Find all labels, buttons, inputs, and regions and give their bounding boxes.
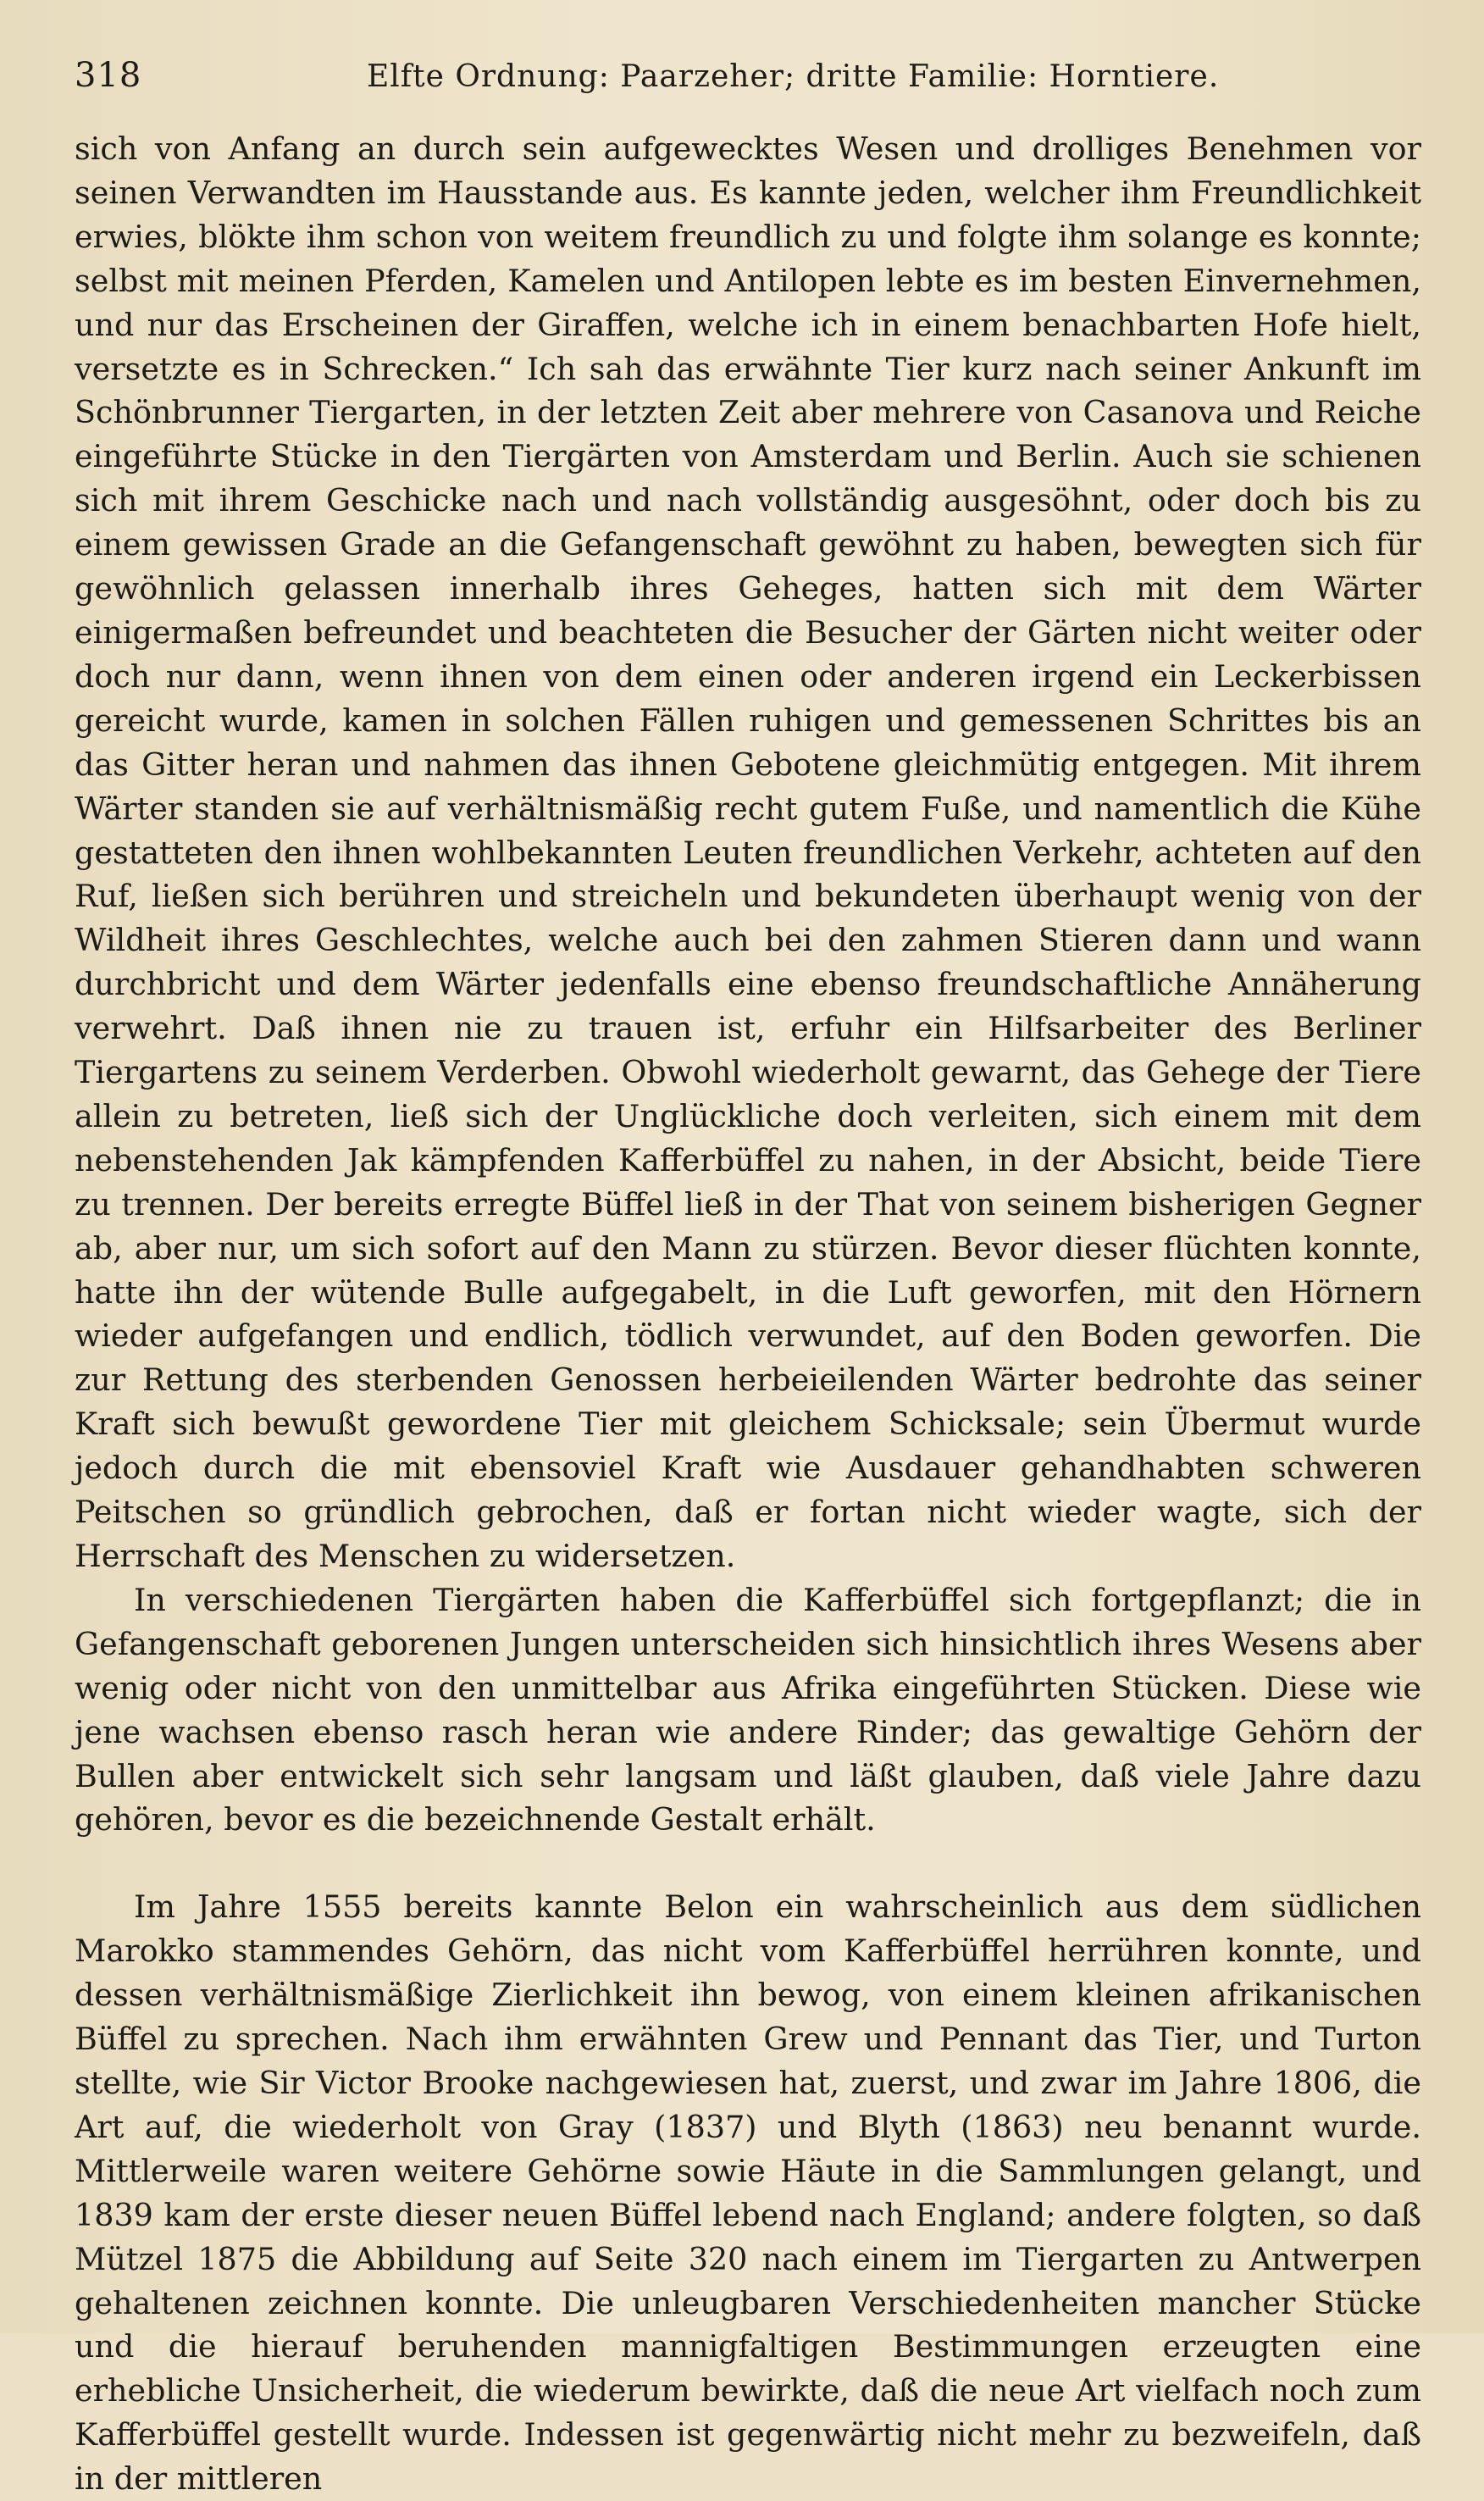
paragraph-continuation: sich von Anfang an durch sein aufgewecktes Wesen und drolliges Benehmen vor seinen Verwandten im Hausstande aus. Es kannte jeden, welcher ihm Freundlichkeit erwies, blökte ihm schon von weitem freundlich zu und folgte ihm solange es konnte; selbst mit meinen Pferden, Kamelen und Antilopen lebte es im besten Einvernehmen, und nur das Erscheinen der Giraffen, welche ich in einem benachbarten Hofe hielt, versetzte es in Schrecken.“ Ich sah das erwähnte Tier kurz nach seiner Ankunft im Schönbrunner Tiergarten, in der letzten Zeit aber mehrere von Casanova und Reiche eingeführte Stücke in den Tiergärten von Amsterdam und Berlin. Auch sie schienen sich mit ihrem Geschicke nach und nach vollständig ausgesöhnt, oder doch bis zu einem gewissen Grade an die Gefangenschaft gewöhnt zu haben, bewegten sich für gewöhnlich gelassen innerhalb ihres Geheges, hatten sich mit dem Wärter einigermaßen befreundet und beachteten die Besucher der Gärten nicht weiter oder doch nur dann, wenn ihnen von dem einen oder anderen irgend ein Leckerbissen gereicht wurde, kamen in solchen Fällen ruhigen und gemessenen Schrittes bis an das Gitter heran und nahmen das ihnen Gebotene gleichmütig entgegen. Mit ihrem Wärter standen sie auf verhältnismäßig recht gutem Fuße, und namentlich die Kühe gestatteten den ihnen wohlbekannten Leuten freundlichen Verkehr, achteten auf den Ruf, ließen sich berühren und streicheln und bekundeten überhaupt wenig von der Wildheit ihres Geschlechtes, welche auch bei den zahmen Stieren dann und wann durchbricht und dem Wärter jedenfalls eine ebenso freundschaftliche Annäherung verwehrt. Daß ihnen nie zu trauen ist, erfuhr ein Hilfsarbeiter des Berliner Tiergartens zu seinem Verderben. Obwohl wiederholt gewarnt, das Gehege der Tiere allein zu betreten, ließ sich der Unglückliche doch verleiten, sich einem mit dem nebenstehenden Jak kämpfenden Kafferbüffel zu nahen, in der Absicht, beide Tiere zu trennen. Der bereits erregte Büffel ließ in der That von seinem bisherigen Gegner ab, aber nur, um sich sofort auf den Mann zu stürzen. Bevor dieser flüchten konnte, hatte ihn der wütende Bulle aufgegabelt, in die Luft geworfen, mit den Hörnern wieder aufgefangen und endlich, tödlich verwundet, auf den Boden geworfen. Die zur Rettung des sterbenden Genossen herbeieilenden Wärter bedrohte das seiner Kraft sich bewußt gewordene Tier mit gleichem Schicksale; sein Übermut wurde jedoch durch die mit ebensoviel Kraft wie Ausdauer gehandhabten schweren Peitschen so gründlich gebrochen, daß er fortan nicht wieder wagte, sich der Herrschaft des Menschen zu widersetzen. [75,130,1421,1574]
page-number: 318 [75,56,142,95]
page-header [75,51,1421,102]
paragraph-history: Im Jahre 1555 bereits kannte Belon ein wahrscheinlich aus dem südlichen Marokko stammendes Gehörn, das nicht vom Kafferbüffel herrühren konnte, und dessen verhältnismäßige Zierlichkeit ihn bewog, von einem kleinen afrikanischen Büffel zu sprechen. Nach ihm erwähnten Grew und Pennant das Tier, und Turton stellte, wie Sir Victor Brooke nachgewiesen hat, zuerst, und zwar im Jahre 1806, die Art auf, die wiederholt von Gray (1837) und Blyth (1863) neu benannt wurde. Mittlerweile waren weitere Gehörne sowie Häute in die Sammlungen gelangt, und 1839 kam der erste dieser neuen Büffel lebend nach England; andere folgten, so daß Mützel 1875 die Abbildung auf Seite 320 nach einem im Tiergarten zu Antwerpen gehaltenen zeichnen konnte. Die unleugbaren Verschiedenheiten mancher Stücke und die hierauf beruhenden mannigfaltigen Bestimmungen erzeugten eine erhebliche Unsicherheit, die wiederum bewirkte, daß die neue Art vielfach noch zum Kafferbüffel gestellt wurde. Indessen ist gegenwärtig nicht mehr zu bezweifeln, daß in der mittleren [75,1888,1421,2498]
paragraph-breeding: In verschiedenen Tiergärten haben die Kafferbüffel sich fortgepflanzt; die in Gefangenschaft geborenen Jungen unterscheiden sich hinsichtlich ihres Wesens aber wenig oder nicht von den unmittelbar aus Afrika eingeführten Stücken. Diese wie jene wachsen ebenso rasch heran wie andere Rinder; das gewaltige Gehörn der Bullen aber entwickelt sich sehr langsam und läßt glauben, daß viele Jahre dazu gehören, bevor es die bezeichnende Gestalt erhält. [75,1581,1421,1838]
running-head: Elfte Ordnung: Paarzeher; dritte Familie: Horntiere. [367,59,1220,94]
page-body [75,127,1421,2501]
